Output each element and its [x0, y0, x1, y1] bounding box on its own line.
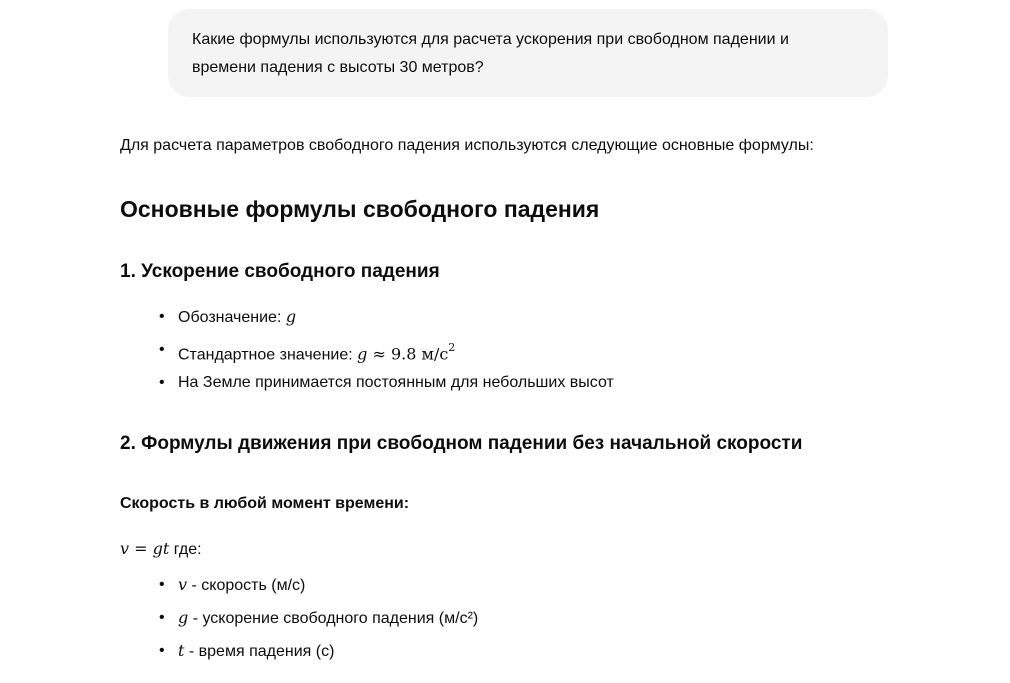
math-superscript: 2	[448, 341, 456, 354]
user-message-line: времени падения с высоты 30 метров?	[192, 59, 484, 76]
list-item	[159, 573, 306, 598]
subheading-velocity: Скорость в любой момент времени:	[120, 495, 410, 512]
heading-acceleration: 1. Ускорение свободного падения	[120, 261, 440, 282]
velocity-formula	[120, 537, 202, 562]
list-item-label: - ускорение свободного падения (м/с²)	[188, 610, 479, 627]
user-message-bubble	[168, 9, 888, 97]
math-symbol: v	[120, 539, 130, 558]
list-item	[159, 305, 297, 330]
list-item	[159, 606, 479, 631]
list-item-label: - время падения (с)	[184, 643, 335, 660]
math-symbol: gt	[152, 539, 170, 558]
bullet-dot: •	[159, 642, 165, 659]
list-item	[159, 639, 335, 664]
heading-main-formulas: Основные формулы свободного падения	[120, 196, 600, 222]
math-symbol: g	[285, 307, 297, 326]
list-item-label: - скорость (м/с)	[187, 577, 306, 594]
response-intro: Для расчета параметров свободного падения используются следующие основные формулы:	[120, 137, 814, 154]
list-item	[159, 338, 456, 367]
list-item-label: Обозначение:	[178, 309, 286, 326]
math-operator: =	[129, 539, 153, 558]
math-expression: ≈ 9.8 м/с	[367, 344, 449, 364]
bullet-dot: •	[159, 374, 165, 391]
formula-suffix: где:	[169, 541, 202, 558]
heading-motion-formulas: 2. Формулы движения при свободном падении без начальной скорости	[120, 433, 803, 454]
bullet-dot: •	[159, 341, 165, 358]
math-symbol: g	[357, 344, 368, 364]
bullet-dot: •	[159, 609, 165, 626]
bullet-dot: •	[159, 576, 165, 593]
list-item-label: Стандартное значение:	[178, 346, 358, 364]
math-symbol: t	[178, 641, 185, 660]
list-item-label: На Земле принимается постоянным для небольших высот	[178, 374, 614, 391]
list-item	[159, 371, 614, 395]
bullet-dot: •	[159, 308, 165, 325]
math-symbol: g	[178, 608, 189, 627]
math-symbol: v	[178, 575, 188, 594]
user-message-line: Какие формулы используются для расчета ускорения при свободном падении и	[192, 31, 789, 48]
